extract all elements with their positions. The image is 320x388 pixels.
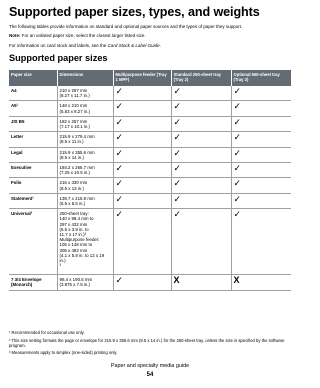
paper-size-cell: A5¹: [9, 101, 57, 116]
mpf-support-cell: ✓: [113, 178, 171, 193]
column-header: Optional 550-sheet tray (Tray 3): [231, 70, 291, 86]
cardstock-suffix: .: [159, 43, 161, 48]
note-paragraph: [9, 33, 146, 38]
table-row: [9, 132, 291, 147]
mpf-support-cell: ✓: [113, 147, 171, 162]
table-body: [9, 86, 291, 290]
note-emphasis: larger: [111, 33, 124, 38]
column-header: Paper size: [9, 70, 57, 86]
table-header-row: [9, 70, 291, 86]
paper-size-cell: Statement¹: [9, 193, 57, 208]
tray2-support-cell: ✓: [171, 101, 231, 116]
footnote-3: ³ Measurements apply to simplex (one-sided) printing only.: [9, 350, 118, 355]
mpf-support-cell: ✓: [113, 275, 171, 290]
dimensions-cell: 98.4 x 190.5 mm (3.875 x 7.5 in.): [57, 275, 113, 290]
dimensions-cell: 139.7 x 215.9 mm (5.5 x 8.5 in.): [57, 193, 113, 208]
column-header: Dimensions: [57, 70, 113, 86]
mpf-support-cell: ✓: [113, 116, 171, 131]
dimensions-cell: 182 x 257 mm (7.17 x 10.1 in.): [57, 116, 113, 131]
note-text: For an unlisted paper size, select the closest: [20, 33, 112, 38]
dimensions-cell: 184.2 x 266.7 mm (7.25 x 10.5 in.): [57, 163, 113, 178]
table-row: [9, 178, 291, 193]
paper-size-cell: Folio: [9, 178, 57, 193]
mpf-support-cell: ✓: [113, 209, 171, 275]
paper-size-cell: Executive: [9, 163, 57, 178]
tray3-support-cell: ✓: [231, 209, 291, 275]
paper-size-cell: A4: [9, 86, 57, 101]
tray2-support-cell: ✓: [171, 86, 231, 101]
note-end: listed size.: [123, 33, 146, 38]
table-row: [9, 193, 291, 208]
tray2-support-cell: ✓: [171, 209, 231, 275]
dimensions-cell: 215.9 x 355.6 mm (8.5 x 14 in.): [57, 147, 113, 162]
tray3-support-cell: ✓: [231, 178, 291, 193]
tray3-support-cell: ✓: [231, 116, 291, 131]
dimensions-cell: 210 x 297 mm (8.27 x 11.7 in.): [57, 86, 113, 101]
tray3-support-cell: ✓: [231, 132, 291, 147]
paper-sizes-table: [9, 70, 291, 291]
page-number: 54: [146, 372, 154, 378]
note-label: Note:: [9, 33, 21, 38]
cardstock-paragraph: [9, 43, 161, 48]
footnote-2: ² This size setting formats the page or envelope for 215.9 x 355.6 mm (8.5 x 14 in.) for the 250-sheet tray, unless the size is specified by the software program.: [9, 338, 285, 348]
mpf-support-cell: ✓: [113, 86, 171, 101]
cardstock-guide-title: Card Stock & Label Guide: [107, 43, 160, 48]
footnote-1: ¹ Recommended for occasional use only.: [9, 330, 85, 335]
mpf-support-cell: ✓: [113, 101, 171, 116]
tray2-support-cell: ✓: [171, 178, 231, 193]
tray2-support-cell: ✓: [171, 116, 231, 131]
intro-paragraph: The following tables provide information on standard and optional paper sources and the types of paper they support.: [9, 24, 243, 29]
section-title: Supported paper sizes: [9, 53, 108, 63]
tray3-support-cell: ✓: [231, 163, 291, 178]
paper-size-cell: Universal²: [9, 209, 57, 275]
tray2-support-cell: ✓: [171, 132, 231, 147]
dimensions-cell: 148 x 210 mm (5.83 x 8.27 in.): [57, 101, 113, 116]
page-title: Supported paper sizes, types, and weights: [9, 5, 260, 19]
dimensions-cell: 250-sheet tray: 140 x 98.4 mm to 297 x 432 mm (5.5 x 3.9 in. to 11.7 x 17 in.)³ Multipurpose feeder: 105 x 148 mm to 305 x 482 mm (4.1 x 5.8 in. to 12 x 19 in.) ³: [57, 209, 113, 275]
column-header: Standard 250-sheet tray (Tray 2): [171, 70, 231, 86]
tray3-support-cell: ✓: [231, 147, 291, 162]
mpf-support-cell: ✓: [113, 193, 171, 208]
mpf-support-cell: ✓: [113, 163, 171, 178]
tray3-support-cell: ✓: [231, 101, 291, 116]
table-row: [9, 147, 291, 162]
cardstock-prefix: For information on card stock and labels, see the: [9, 43, 108, 48]
dimensions-cell: 216 x 330 mm (8.5 x 13 in.): [57, 178, 113, 193]
tray2-support-cell: ✓: [171, 147, 231, 162]
tray2-support-cell: ✓: [171, 163, 231, 178]
dimensions-cell: 215.9 x 279.4 mm (8.5 x 11 in.): [57, 132, 113, 147]
table-row: [9, 116, 291, 131]
paper-size-cell: 7 3/4 Envelope (Monarch): [9, 275, 57, 290]
table-row: [9, 209, 291, 275]
table-row: [9, 101, 291, 116]
paper-size-cell: JIS B5: [9, 116, 57, 131]
footer-title: Paper and specialty media guide: [110, 363, 190, 369]
table-row: [9, 163, 291, 178]
mpf-support-cell: ✓: [113, 132, 171, 147]
table-row: [9, 86, 291, 101]
tray3-support-cell: ✓: [231, 193, 291, 208]
tray2-support-cell: X: [171, 275, 231, 290]
tray3-support-cell: ✓: [231, 86, 291, 101]
tray2-support-cell: ✓: [171, 193, 231, 208]
column-header: Multipurpose feeder (Tray 1 MPF): [113, 70, 171, 86]
paper-size-cell: Letter: [9, 132, 57, 147]
tray3-support-cell: X: [231, 275, 291, 290]
table-row: [9, 275, 291, 290]
paper-size-cell: Legal: [9, 147, 57, 162]
